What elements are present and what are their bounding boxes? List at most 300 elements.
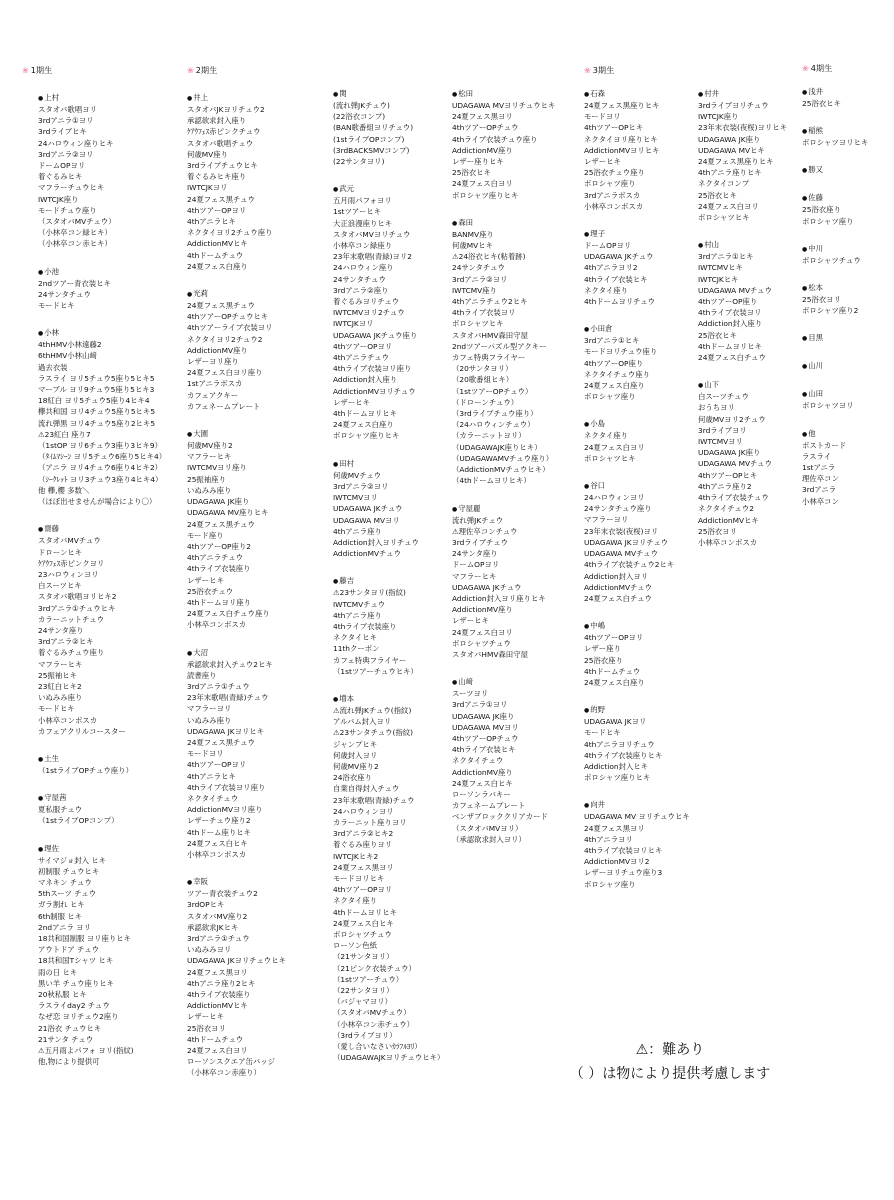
item-line: （愛し合いなさいｶﾗﾌﾙﾖﾘ） bbox=[333, 1042, 422, 1052]
item-line: 4thツアーOPヒキ bbox=[584, 123, 644, 133]
item-line: 24ハロウィン座り bbox=[333, 263, 394, 273]
item-line: 24夏フェス白ヨリ bbox=[698, 201, 759, 211]
item-line: （UDAGAWAJK座りヒキ） bbox=[452, 442, 542, 452]
item-line: ⚠24浴衣ヒキ(粘着跡) bbox=[452, 252, 526, 262]
item-line: マフラーヒキ bbox=[187, 452, 232, 462]
item-line: IWTCMVヨリ bbox=[698, 437, 743, 447]
item-line: 五月雨パフォヨリ bbox=[333, 196, 392, 206]
item-line: 25浴衣ヨリ bbox=[802, 295, 841, 305]
column-2 bbox=[187, 92, 347, 1095]
item-line: スタオバ歌唱ヨリヒキ2 bbox=[38, 592, 117, 602]
item-line: 20秋私服 ヒキ bbox=[38, 990, 87, 999]
item-line: マーブル ヨリ9チュウ5座り5ヒキ3 bbox=[38, 385, 155, 395]
note-caution: ⚠：難あり bbox=[635, 1042, 705, 1058]
item-line: （1stツアーチュウヒキ） bbox=[333, 666, 418, 676]
item-line: ガラ割れ ヒキ bbox=[38, 900, 85, 910]
item-line: ネクタイヨリ2チュウ2 bbox=[187, 334, 263, 344]
item-line: アルバム封入ヨリ bbox=[333, 717, 392, 727]
member-name: ● 松本 bbox=[802, 282, 894, 294]
member-name: ● 上村 bbox=[38, 92, 198, 104]
item-line: 1stアニラボスカ bbox=[187, 379, 243, 389]
item-line: 着ぐるみヒキ座り bbox=[187, 172, 247, 182]
item-line: 24サンタチュウ bbox=[333, 274, 386, 284]
member-block bbox=[802, 332, 894, 344]
item-line: 4thツアーOPヨリ bbox=[333, 885, 393, 895]
member-name: ● 関 bbox=[333, 88, 493, 100]
item-line: 3rdアニラ bbox=[802, 485, 837, 495]
item-line: ローソンスクエア缶バッジ bbox=[187, 1057, 276, 1067]
item-line: UDAGAWA JKチュウ座り bbox=[333, 330, 418, 340]
item-line: （AddictionMVチュウヒキ） bbox=[452, 465, 550, 475]
item-line: スタオバJKヨリチュウ2 bbox=[187, 105, 265, 114]
item-line: マフラーヒキ bbox=[38, 659, 83, 669]
item-line: いぬみみヨリ bbox=[187, 945, 232, 955]
member-block bbox=[802, 360, 894, 372]
item-line: 4thライブ衣装座りヒキ bbox=[584, 750, 663, 760]
item-line: ジャンプヒキ bbox=[333, 739, 378, 749]
item-line: 25浴衣チュウ座り bbox=[584, 168, 645, 178]
item-line: 初制服 チュウヒキ bbox=[38, 866, 100, 876]
item-line: 4thライブ衣装ヨリヒキ bbox=[584, 845, 663, 855]
item-line: レザー座りヒキ bbox=[452, 157, 504, 167]
item-line: ボロシャツ座り2 bbox=[802, 306, 859, 316]
item-line: 24夏フェス黒ヨリ bbox=[187, 967, 248, 977]
item-line: 何歳封入ヨリ bbox=[333, 750, 378, 760]
item-line: 3rdライブヒキ bbox=[38, 127, 87, 137]
member-name: ● 他 bbox=[802, 428, 894, 440]
item-line: （22サンタヨリ） bbox=[333, 986, 394, 996]
item-line: 4thツアーOP座り2 bbox=[187, 541, 251, 551]
member-block bbox=[38, 792, 198, 826]
item-line: AddictionMVヨリチュウ bbox=[333, 386, 416, 396]
member-name: ● 山田 bbox=[802, 388, 894, 400]
item-line: IWTCJK座り bbox=[698, 112, 739, 122]
item-line: ボロシャツ座り bbox=[802, 216, 854, 226]
item-line: UDAGAWA MV ヨリチュウヒキ bbox=[584, 812, 690, 822]
item-line: 小林卒コン bbox=[802, 496, 839, 506]
item-line: AddictionMVチュウ bbox=[584, 582, 652, 592]
member-name: ● 幸阪 bbox=[187, 876, 347, 888]
member-name: ● 村井 bbox=[698, 88, 858, 100]
item-line: 3rdアニラボスカ bbox=[584, 190, 641, 200]
item-line: 承認欲求JKヒキ bbox=[187, 922, 239, 932]
item-line: 3rdアニラ①チュウヒキ bbox=[38, 603, 116, 613]
item-line: 24夏フェス白ヨリ bbox=[452, 179, 513, 189]
item-line: 25浴衣ヒキ bbox=[698, 190, 737, 200]
item-line: （1stライブOPチュウ座り） bbox=[38, 765, 133, 775]
item-line: 小林卒コンボスカ bbox=[38, 715, 98, 725]
item-line: アウトドア チュウ bbox=[38, 945, 100, 955]
item-line: （1stツアーチュウ） bbox=[333, 974, 404, 984]
item-line: UDAGAWA JKヨリヒキ bbox=[187, 726, 265, 736]
gen-header-4: ❀ 4期生 bbox=[802, 63, 833, 73]
item-line: 4thドームヨリヒキ bbox=[333, 409, 398, 419]
item-line: 24サンタ座り bbox=[38, 625, 84, 635]
item-line: 着ぐるみ座りヨリ bbox=[333, 840, 393, 850]
item-line: 24夏フェス黒チュウ bbox=[187, 519, 255, 529]
member-block bbox=[802, 164, 894, 176]
member-block bbox=[38, 753, 198, 776]
item-line: ポストカード bbox=[802, 440, 847, 450]
item-line: 4thアニラチュウ bbox=[187, 553, 244, 563]
item-line: IWTCJKヒキ2 bbox=[333, 851, 379, 861]
item-line: 3rdOPヒキ bbox=[187, 900, 225, 910]
member-name: ● 増本 bbox=[333, 693, 493, 705]
item-line: 4thライブ衣装座り bbox=[333, 621, 397, 631]
item-line: ボロシャツ座りヒキ bbox=[333, 431, 400, 441]
item-line: 4thアニラ座り2 bbox=[698, 481, 752, 491]
member-name: ● 小田倉 bbox=[584, 323, 744, 335]
item-line: 4thアニラ座り2ヒキ bbox=[187, 978, 256, 988]
item-line: スタオバHMV森田守屋 bbox=[452, 649, 528, 659]
item-line: レザーヒキ bbox=[187, 1012, 224, 1022]
item-line: ドームOPヨリ bbox=[452, 560, 500, 570]
member-block bbox=[584, 620, 744, 688]
item-line: Addiction封入座り bbox=[698, 319, 763, 329]
item-line: 4thドームヨリチュウ bbox=[584, 297, 656, 307]
item-line: ボロシャツ座りヒキ bbox=[452, 190, 519, 200]
item-line: 小林卒コン緑座り bbox=[333, 241, 393, 251]
item-line: 3rdライブチュウヒキ bbox=[187, 161, 258, 171]
item-line: 何歳MV座り2 bbox=[187, 441, 233, 451]
item-line: 23紅白ヒキ2 bbox=[38, 681, 82, 691]
item-line: マネキン チュウ bbox=[38, 877, 92, 887]
item-line: 3rdアニラ①チュウ bbox=[187, 934, 250, 943]
member-name: ● 小池 bbox=[38, 266, 198, 278]
item-line: スーツヨリ bbox=[452, 689, 489, 699]
item-line: 23年末歌唱(青緑)ヨリ2 bbox=[333, 252, 412, 262]
item-line: （1stOP ヨリ6チュウ3座り3ヒキ9） bbox=[38, 441, 162, 451]
item-line: Addiction封入ヨリ座りヒキ bbox=[452, 593, 546, 603]
item-line: UDAGAWA JK座り bbox=[452, 711, 515, 721]
item-line: ベンザブロッククリアカード bbox=[452, 812, 548, 822]
member-block bbox=[38, 843, 198, 1068]
member-name: ● 井上 bbox=[187, 92, 347, 104]
item-line: カフェ特典フライヤー bbox=[333, 655, 407, 665]
item-line: 4thドームヨリヒキ bbox=[333, 907, 398, 917]
item-line: 24ハロウィン座りヒキ bbox=[38, 138, 114, 148]
item-line: 23年末歌唱(青緑)チュウ bbox=[187, 693, 269, 703]
member-name: ● 村山 bbox=[698, 239, 858, 251]
item-line: 3rdアニラ②ヨリ bbox=[452, 274, 508, 284]
item-line: （ｼｰｸﾚｯﾄ ヨリ3チュウ3座り4ヒキ4） bbox=[38, 474, 163, 484]
item-line: 24夏フェス白座り bbox=[584, 677, 645, 687]
item-line: ボロシャツ座り bbox=[584, 179, 636, 189]
member-name: ● 谷口 bbox=[584, 480, 744, 492]
item-line: 18紅白 ヨリ5チュウ5座り4ヒキ4 bbox=[38, 396, 150, 406]
item-line: 3rdアニラ②ヨリ bbox=[333, 481, 389, 491]
item-line: サイマジョ封入 ヒキ bbox=[38, 855, 107, 865]
item-line: モードチュウ座り bbox=[38, 205, 97, 215]
item-line: UDAGAWA JKヨリ bbox=[584, 717, 647, 727]
item-line: （UDAGAWAMVチュウ座り） bbox=[452, 453, 554, 463]
member-name: ● 浅井 bbox=[802, 86, 894, 98]
item-line: ⚠理佐卒コンチュウ bbox=[452, 526, 518, 536]
item-line: UDAGAWA MV座りヒキ bbox=[187, 508, 269, 518]
member-name: ● 中嶋 bbox=[584, 620, 744, 632]
item-line: 4thアニラヨリ2 bbox=[584, 263, 638, 273]
item-line: （小林卒コン赤チュウ） bbox=[333, 1019, 415, 1029]
item-line: UDAGAWA JKチュウ bbox=[333, 504, 403, 514]
item-line: 4thツアーOPヒキ bbox=[698, 470, 758, 480]
item-line: 4thライブ衣装座り bbox=[187, 990, 251, 1000]
item-line: BANMV座り bbox=[452, 229, 494, 239]
item-line: モードヒキ bbox=[584, 728, 621, 738]
item-line: 3rdライブヨリチュウ bbox=[698, 101, 769, 110]
item-line: UDAGAWA JKヨリチュウヒキ bbox=[187, 956, 286, 966]
item-line: UDAGAWA JKヨリチュウ bbox=[584, 537, 669, 547]
item-line: AddictionMV座り bbox=[187, 345, 248, 355]
item-line: ⚠流れ弾JKチュウ(指紋) bbox=[333, 705, 412, 715]
item-line: 小林卒コンボスカ bbox=[584, 201, 644, 211]
item-line: (3rdBACKSMVコンプ) bbox=[333, 145, 410, 155]
member-name: ● 土生 bbox=[38, 753, 198, 765]
item-line: 4thライブ衣装ヨリ座り bbox=[333, 364, 412, 374]
item-line: UDAGAWA JKチュウ bbox=[452, 582, 522, 592]
item-line: 24夏フェス黒ヨリ bbox=[452, 112, 513, 122]
item-line: （スタオバMVチュウ） bbox=[333, 1008, 411, 1018]
item-line: 着ぐるみヒキ bbox=[38, 172, 83, 182]
item-line: 3rdアニラ②ヒキ2 bbox=[333, 829, 394, 839]
item-line: おうちヨリ bbox=[698, 403, 735, 413]
item-line: IWTCMVヨリ bbox=[333, 493, 378, 503]
item-line: 25振袖ヒキ bbox=[38, 670, 77, 680]
item-line: （ドローンチュウ） bbox=[452, 397, 519, 407]
item-line: (22浴衣コンプ) bbox=[333, 112, 386, 122]
item-line: ｹｱｳﾌｪｽ赤ピンクチュウ bbox=[187, 127, 261, 137]
item-line: スタオバ歌唱ヨリ bbox=[38, 105, 97, 114]
item-line: IWTCJKヨリ bbox=[333, 319, 374, 329]
item-line: 24夏フェス黒座りヒキ bbox=[584, 101, 660, 110]
item-line: 18共和国Tシャツ ヒキ bbox=[38, 956, 114, 966]
item-line: ネクタイチュウ2 bbox=[698, 504, 754, 514]
item-line: ラスライday2 チュウ bbox=[38, 1001, 110, 1011]
member-block bbox=[802, 86, 894, 109]
item-line: 3rdライブチュウ bbox=[452, 537, 508, 547]
item-line: Addiction封入ヨリ bbox=[584, 571, 649, 581]
item-line: 24夏フェス白チュウ座り bbox=[187, 609, 270, 619]
item-line: 2ndツアーパズル型アクキー bbox=[452, 341, 547, 351]
item-line: UDAGAWA JK座り bbox=[187, 497, 250, 507]
item-line: ⚠23サンタヨリ(指紋) bbox=[333, 588, 406, 598]
member-name: ● 藤吉 bbox=[333, 575, 493, 587]
item-line: ボロシャツ座りヒキ bbox=[584, 773, 651, 783]
member-block bbox=[187, 876, 347, 1078]
item-line: 24夏フェス黒ヨリ bbox=[333, 862, 394, 872]
item-line: （アニラ ヨリ4チュウ6座り4ヒキ2） bbox=[38, 463, 163, 473]
member-block bbox=[802, 125, 894, 148]
member-block bbox=[187, 288, 347, 412]
item-line: カフェネームプレート bbox=[452, 801, 526, 811]
item-line: 5thスーツ チュウ bbox=[38, 889, 97, 899]
item-line: 2ndアニラ ヨリ bbox=[38, 922, 92, 932]
item-line: 24夏フェス白チュウ bbox=[584, 593, 652, 603]
item-line: 3rdアニラ①チュウ bbox=[187, 681, 250, 691]
item-line: UDAGAWA MVチュウ bbox=[698, 459, 772, 469]
item-line: （UDAGAWAJKヨリチュウヒキ） bbox=[333, 1053, 445, 1063]
member-block bbox=[584, 799, 744, 889]
item-line: 他,物により提供可 bbox=[38, 1057, 100, 1067]
item-line: 24夏フェス黒チュウ bbox=[187, 194, 255, 204]
item-line: 6th制服 ヒキ bbox=[38, 911, 83, 921]
item-line: ネクタイコンプ bbox=[698, 179, 750, 189]
item-line: ドームOPヨリ bbox=[584, 241, 632, 251]
item-line: AddictionMVヒキ bbox=[187, 239, 248, 249]
item-line: いぬみみ座り bbox=[38, 693, 83, 703]
item-line: （バジャマヨリ） bbox=[333, 997, 392, 1007]
flower-icon: ❀ bbox=[802, 64, 809, 73]
member-name: ● 大沼 bbox=[187, 647, 347, 659]
item-line: 24夏フェス白座り bbox=[333, 420, 394, 430]
item-line: レザーヒキ bbox=[187, 575, 224, 585]
item-line: AddictionMV座り bbox=[452, 605, 513, 615]
item-line: 小林卒コンボスカ bbox=[187, 849, 247, 859]
item-line: （3rdライブチュウ座り） bbox=[452, 409, 538, 419]
item-line: 何歳MVチュウ bbox=[333, 470, 382, 480]
item-line: 25浴衣ヒキ bbox=[698, 330, 737, 340]
item-line: 21浴衣 チュウヒキ bbox=[38, 1023, 102, 1033]
item-line: ボロシャツヒキ bbox=[584, 453, 636, 463]
item-line: ネクタイチュウ座り bbox=[584, 369, 650, 379]
item-line: AddictionMVヒキ bbox=[698, 515, 759, 525]
item-line: ラスライ ヨリ5チュウ5座り5ヒキ5 bbox=[38, 373, 155, 383]
member-block bbox=[802, 428, 894, 507]
member-name: ● 齋藤 bbox=[38, 523, 198, 535]
item-line: スタオバMVチュウ bbox=[38, 536, 101, 546]
item-line: 24夏フェス黒チュウ bbox=[187, 301, 255, 311]
item-line: カラーニット座りヨリ bbox=[333, 817, 407, 827]
member-name: ● 山﨑 bbox=[452, 676, 612, 688]
item-line: IWTCMV座り bbox=[452, 285, 497, 295]
member-block bbox=[802, 282, 894, 316]
item-line: 4thツアーOPチュウ bbox=[452, 733, 519, 743]
member-name: ● 佐藤 bbox=[802, 192, 894, 204]
item-line: ネクタイ座り bbox=[584, 285, 629, 295]
member-block bbox=[38, 266, 198, 312]
item-line: 4thアニラ座り bbox=[333, 526, 382, 536]
item-line: 自業自得封入チュウ bbox=[333, 784, 400, 794]
item-line: 欅共和国 ヨリ4チュウ5座り5ヒキ5 bbox=[38, 407, 156, 417]
item-line: 4thツアーOPヨリ bbox=[187, 760, 247, 770]
item-line: 何歳MV座り bbox=[187, 149, 228, 159]
item-line: ネクタイヒキ bbox=[333, 633, 378, 643]
item-line: 3rdアニラ①ヒキ bbox=[698, 252, 754, 262]
member-block bbox=[187, 92, 347, 272]
item-line: 24浴衣座り bbox=[333, 773, 372, 783]
item-line: 24夏フェス白ヒキ bbox=[333, 918, 394, 928]
item-line: AddictionMVヨリ2 bbox=[584, 857, 650, 867]
item-line: （スタオバMVチュウ） bbox=[38, 217, 116, 227]
item-line: 24夏フェス白ヨリ bbox=[452, 627, 513, 637]
item-line: 24夏フェス白ヒキ bbox=[452, 778, 513, 788]
item-line: IWTCJK座り bbox=[38, 194, 79, 204]
item-line: ⚠23紅白 座り7 bbox=[38, 429, 91, 439]
item-line: 4thアニラチュウ2ヒキ bbox=[452, 297, 528, 307]
item-line: 25浴衣ヒキ bbox=[802, 99, 841, 108]
item-line: AddictionMV座り bbox=[452, 145, 513, 155]
item-line: 25浴衣座り bbox=[802, 205, 841, 215]
item-line: ⚠五月雨よパフォ ヨリ(指紋) bbox=[38, 1046, 134, 1056]
item-line: AddictionMVヨリ座り bbox=[187, 805, 263, 815]
item-line: 4thアニラヒキ bbox=[187, 217, 236, 227]
item-line: Addiction封入ヨリチュウ bbox=[333, 537, 419, 547]
item-line: 4thドームチュウ bbox=[187, 250, 244, 260]
item-line: 着ぐるみチュウ座り bbox=[38, 648, 105, 658]
member-block bbox=[187, 647, 347, 861]
item-line: 11thクーポン bbox=[333, 644, 380, 654]
item-line: ネクタイチュウ bbox=[187, 793, 239, 803]
item-line: UDAGAWA MVヒキ bbox=[698, 145, 765, 155]
item-line: 4thアニラヨリ bbox=[584, 834, 633, 844]
item-line: 4thHMV小林遠藤2 bbox=[38, 340, 102, 350]
item-line: 1stアニラ bbox=[802, 463, 836, 473]
item-line: ボロシャツヒキ bbox=[452, 319, 504, 329]
item-line: （小林卒コン緑ヒキ） bbox=[38, 228, 112, 238]
member-name: ● 小島 bbox=[584, 418, 744, 430]
item-line: 24夏フェス黒ヨリ bbox=[584, 823, 645, 833]
item-line: 4thドームチュウ bbox=[187, 1034, 244, 1044]
item-line: ボロシャツヨリヒキ bbox=[802, 138, 869, 148]
item-line: 理佐卒コン bbox=[802, 474, 839, 484]
item-line: 4thツアーOPチュウヒキ bbox=[187, 312, 269, 322]
member-name: ● 中川 bbox=[802, 243, 894, 255]
item-line: UDAGAWA MVチュウ bbox=[698, 285, 772, 295]
item-line: 24サンタチュウ bbox=[452, 263, 505, 273]
item-line: スタオバMV座り2 bbox=[187, 911, 248, 921]
item-line: ネクタイヨリ座りヒキ bbox=[584, 134, 658, 144]
item-line: レザーヒキ bbox=[452, 616, 489, 626]
item-line: 23年末衣装(夜桜)ヨリ bbox=[584, 526, 659, 536]
item-line: Addiction封入座り bbox=[333, 375, 398, 385]
member-name: ● 田村 bbox=[333, 458, 493, 470]
item-line: マフラーヨリ bbox=[584, 515, 629, 525]
item-line: ネクタイチュウ bbox=[452, 756, 504, 766]
item-line: （カラーニットヨリ） bbox=[452, 431, 526, 441]
item-line: UDAGAWA MVヨリ bbox=[333, 515, 400, 525]
item-line: レザーヒキ bbox=[333, 397, 370, 407]
item-line: 小林卒コンボスカ bbox=[698, 537, 758, 547]
item-line: 4thライブ衣装ヒキ bbox=[452, 745, 516, 755]
member-block bbox=[187, 428, 347, 630]
item-line: 25浴衣ヨリ bbox=[187, 1023, 226, 1033]
item-line: 4thドームヨリ座り bbox=[187, 597, 252, 607]
item-line: 24夏フェス白チュウ bbox=[698, 353, 766, 363]
item-line: 黒い羊 チュウ座りヒキ bbox=[38, 978, 115, 988]
item-line: (1stライブOPコンプ) bbox=[333, 134, 405, 144]
member-name: ● 稲熊 bbox=[802, 125, 894, 137]
member-name: ● 向井 bbox=[584, 799, 744, 811]
gen-header-2: ❀ 2期生 bbox=[187, 65, 218, 75]
item-line: カフェ特典フライヤー bbox=[452, 353, 526, 363]
item-line: 24夏フェス黒チュウ bbox=[187, 737, 255, 747]
item-line: （1stライブOPコンプ） bbox=[38, 816, 119, 826]
item-line: （小林卒コン赤座り） bbox=[187, 1068, 261, 1078]
item-line: 4thライブ衣装チュウ bbox=[698, 493, 769, 503]
item-line: UDAGAWA MVヨリチュウヒキ bbox=[452, 101, 556, 110]
item-line: 4thライブ衣装ヨリ bbox=[452, 308, 516, 318]
member-name: ● 守屋茜 bbox=[38, 792, 198, 804]
item-line: 24サンタ座り bbox=[452, 549, 498, 559]
item-line: （スタオバMVヨリ） bbox=[452, 823, 523, 833]
member-block bbox=[802, 388, 894, 411]
item-line: ネクタイヨリ2チュウ座り bbox=[187, 228, 273, 238]
item-line: 4thライブ衣装チュウ座り bbox=[452, 134, 538, 144]
item-line: 24夏フェス白ヒキ bbox=[187, 838, 248, 848]
item-line: レザー座り bbox=[584, 644, 621, 654]
item-line: 何歳MVヨリ2チュウ bbox=[698, 414, 766, 424]
item-line: IWTCJKヨリ bbox=[187, 183, 228, 193]
item-line: 21サンタ チュウ bbox=[38, 1034, 94, 1044]
